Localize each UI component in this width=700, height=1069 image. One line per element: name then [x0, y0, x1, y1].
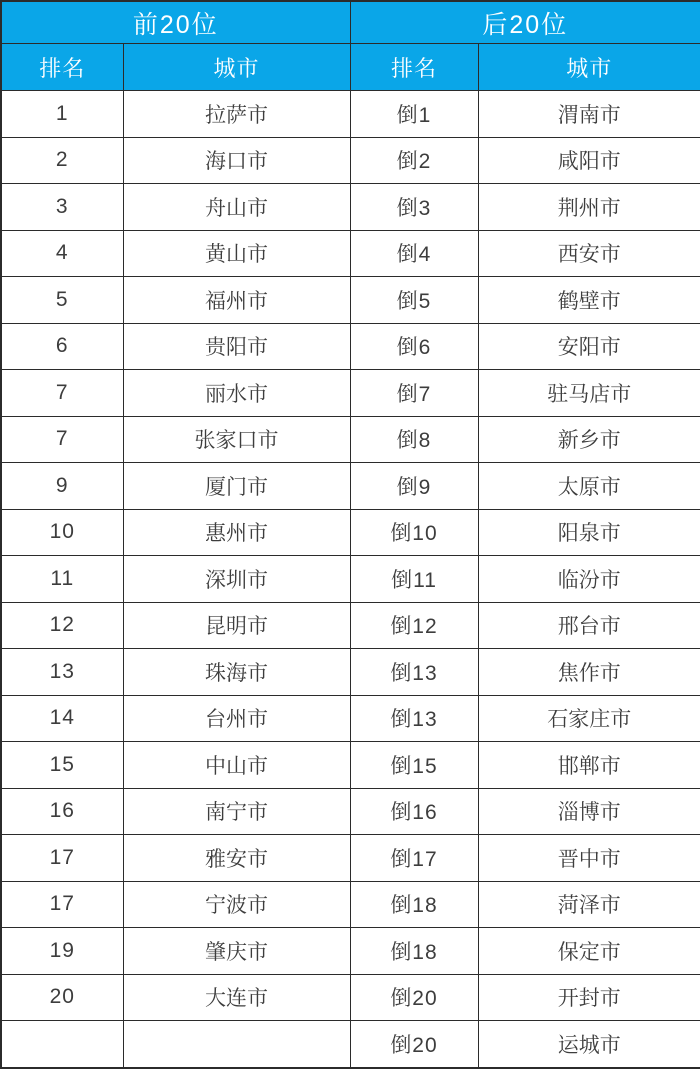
top-rank-cell: 5 — [1, 277, 123, 324]
table-row — [1, 695, 700, 742]
bottom-rank-cell: 倒15 — [350, 742, 478, 789]
top-city-cell: 惠州市 — [123, 509, 350, 556]
top-city-cell: 大连市 — [123, 974, 350, 1021]
top-city-cell: 贵阳市 — [123, 323, 350, 370]
bottom-city-cell: 焦作市 — [478, 649, 700, 696]
table-row — [1, 881, 700, 928]
bottom-rank-cell: 倒13 — [350, 695, 478, 742]
top-rank-cell: 14 — [1, 695, 123, 742]
top-city-cell: 深圳市 — [123, 556, 350, 603]
top-city-cell: 黄山市 — [123, 230, 350, 277]
bottom-city-cell: 安阳市 — [478, 323, 700, 370]
table-row — [1, 602, 700, 649]
bottom-city-cell: 晋中市 — [478, 835, 700, 882]
table-row — [1, 370, 700, 417]
table-row — [1, 509, 700, 556]
table-row — [1, 742, 700, 789]
table-row — [1, 928, 700, 975]
bottom-city-cell: 邯郸市 — [478, 742, 700, 789]
top-rank-cell: 10 — [1, 509, 123, 556]
bottom-rank-cell: 倒12 — [350, 602, 478, 649]
table-body — [1, 91, 700, 1069]
bottom-rank-cell: 倒11 — [350, 556, 478, 603]
bottom-rank-cell: 倒13 — [350, 649, 478, 696]
bottom-city-cell: 邢台市 — [478, 602, 700, 649]
table-row — [1, 556, 700, 603]
table-row — [1, 788, 700, 835]
top-city-cell: 福州市 — [123, 277, 350, 324]
top-city-cell: 舟山市 — [123, 184, 350, 231]
bottom-rank-cell: 倒8 — [350, 416, 478, 463]
top-rank-cell: 7 — [1, 416, 123, 463]
top-rank-cell: 12 — [1, 602, 123, 649]
bottom-city-cell: 保定市 — [478, 928, 700, 975]
bottom-city-cell: 运城市 — [478, 1021, 700, 1069]
bottom-rank-cell: 倒18 — [350, 928, 478, 975]
top-rank-cell: 3 — [1, 184, 123, 231]
table-row — [1, 1021, 700, 1069]
top-rank-cell: 7 — [1, 370, 123, 417]
bottom-city-cell: 驻马店市 — [478, 370, 700, 417]
bottom-city-cell: 新乡市 — [478, 416, 700, 463]
top-rank-column-header: 排名 — [1, 44, 123, 91]
bottom-city-cell: 阳泉市 — [478, 509, 700, 556]
top-rank-cell: 1 — [1, 91, 123, 138]
bottom-city-cell: 咸阳市 — [478, 137, 700, 184]
table-row — [1, 974, 700, 1021]
top-rank-cell: 17 — [1, 881, 123, 928]
table-row — [1, 463, 700, 510]
table-header — [1, 1, 700, 91]
top-city-cell: 拉萨市 — [123, 91, 350, 138]
bottom-rank-cell: 倒6 — [350, 323, 478, 370]
table-row — [1, 137, 700, 184]
top-city-cell: 宁波市 — [123, 881, 350, 928]
bottom-city-cell: 鹤壁市 — [478, 277, 700, 324]
top-rank-cell: 2 — [1, 137, 123, 184]
top-city-column-header: 城市 — [123, 44, 350, 91]
bottom-city-cell: 石家庄市 — [478, 695, 700, 742]
bottom-city-cell: 淄博市 — [478, 788, 700, 835]
top-city-cell: 中山市 — [123, 742, 350, 789]
top-city-cell — [123, 1021, 350, 1069]
bottom-rank-cell: 倒3 — [350, 184, 478, 231]
top-rank-cell: 9 — [1, 463, 123, 510]
bottom-rank-cell: 倒17 — [350, 835, 478, 882]
bottom-rank-cell: 倒18 — [350, 881, 478, 928]
top-rank-cell: 20 — [1, 974, 123, 1021]
bottom20-group-header: 后20位 — [350, 1, 700, 44]
top-city-cell: 厦门市 — [123, 463, 350, 510]
bottom-rank-cell: 倒2 — [350, 137, 478, 184]
bottom-rank-cell: 倒20 — [350, 974, 478, 1021]
bottom-rank-cell: 倒5 — [350, 277, 478, 324]
column-header-row — [1, 44, 700, 91]
bottom-city-column-header: 城市 — [478, 44, 700, 91]
bottom-rank-cell: 倒1 — [350, 91, 478, 138]
top-rank-cell — [1, 1021, 123, 1069]
bottom-rank-column-header: 排名 — [350, 44, 478, 91]
bottom-rank-cell: 倒9 — [350, 463, 478, 510]
top-city-cell: 南宁市 — [123, 788, 350, 835]
top-rank-cell: 11 — [1, 556, 123, 603]
top-city-cell: 张家口市 — [123, 416, 350, 463]
top-rank-cell: 4 — [1, 230, 123, 277]
bottom-city-cell: 太原市 — [478, 463, 700, 510]
bottom-city-cell: 开封市 — [478, 974, 700, 1021]
top20-group-header: 前20位 — [1, 1, 350, 44]
top-rank-cell: 15 — [1, 742, 123, 789]
bottom-rank-cell: 倒16 — [350, 788, 478, 835]
bottom-city-cell: 渭南市 — [478, 91, 700, 138]
top-city-cell: 丽水市 — [123, 370, 350, 417]
table-row — [1, 230, 700, 277]
table-row — [1, 649, 700, 696]
bottom-rank-cell: 倒4 — [350, 230, 478, 277]
bottom-rank-cell: 倒20 — [350, 1021, 478, 1069]
top-city-cell: 台州市 — [123, 695, 350, 742]
bottom-city-cell: 临汾市 — [478, 556, 700, 603]
table-row — [1, 184, 700, 231]
top-rank-cell: 13 — [1, 649, 123, 696]
top-city-cell: 雅安市 — [123, 835, 350, 882]
table-row — [1, 416, 700, 463]
table-row — [1, 277, 700, 324]
top-rank-cell: 19 — [1, 928, 123, 975]
top-rank-cell: 16 — [1, 788, 123, 835]
top-city-cell: 肇庆市 — [123, 928, 350, 975]
bottom-city-cell: 菏泽市 — [478, 881, 700, 928]
top-city-cell: 珠海市 — [123, 649, 350, 696]
group-header-row — [1, 1, 700, 44]
top-rank-cell: 17 — [1, 835, 123, 882]
table-row — [1, 835, 700, 882]
bottom-rank-cell: 倒7 — [350, 370, 478, 417]
table-row — [1, 91, 700, 138]
bottom-rank-cell: 倒10 — [350, 509, 478, 556]
top-city-cell: 海口市 — [123, 137, 350, 184]
table-row — [1, 323, 700, 370]
top-rank-cell: 6 — [1, 323, 123, 370]
top-city-cell: 昆明市 — [123, 602, 350, 649]
bottom-city-cell: 荆州市 — [478, 184, 700, 231]
bottom-city-cell: 西安市 — [478, 230, 700, 277]
